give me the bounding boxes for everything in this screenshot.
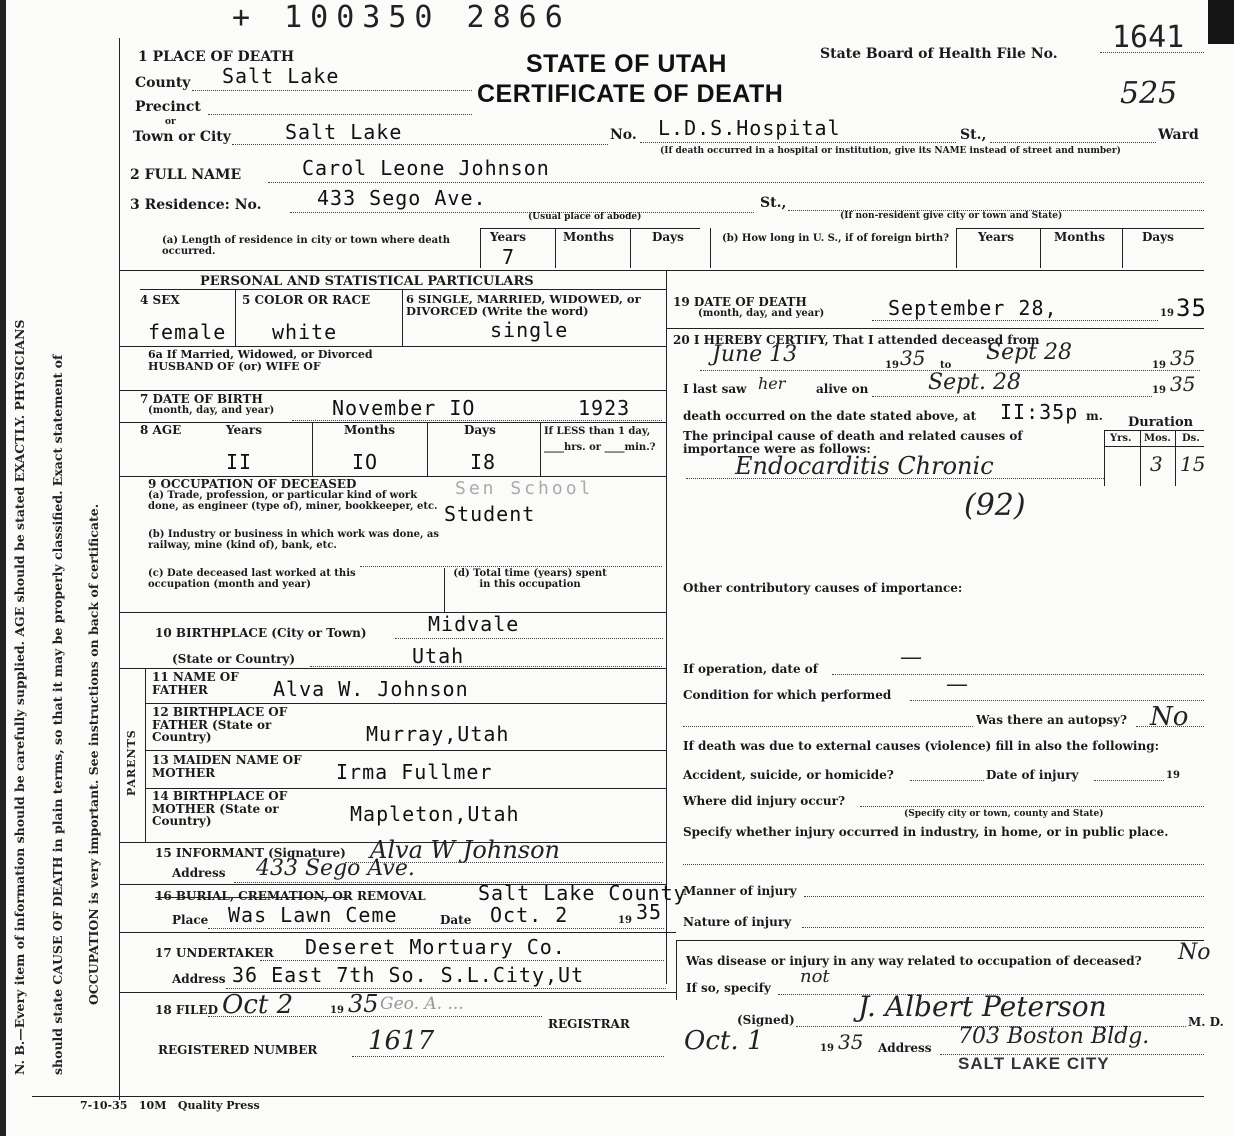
informant-address-label: Address (172, 866, 226, 880)
town-line (232, 144, 608, 145)
age-years-right (312, 422, 313, 476)
frame-left (119, 38, 120, 1100)
where-injury-label: Where did injury occur? (683, 794, 846, 808)
age-months-value: IO (352, 450, 379, 474)
burial-date-value: Oct. 2 (490, 903, 569, 927)
county-label: County (135, 75, 191, 91)
mother-label: 13 MAIDEN NAME OF MOTHER (152, 753, 302, 780)
us-days-left (1122, 228, 1123, 268)
file-number: 1641 (1112, 20, 1185, 55)
length-months-left (555, 228, 556, 268)
occupation-row-bottom (119, 612, 666, 613)
specify-injury-line (683, 864, 1204, 865)
registered-number: 1617 (368, 1026, 435, 1056)
birthplace-row-bottom (119, 668, 666, 669)
residence-label: 3 Residence: No. (130, 197, 262, 213)
accident-label: Accident, suicide, or homicide? (683, 768, 894, 782)
where-injury-note: (Specify city or town, county and State) (904, 809, 1104, 819)
where-injury-line (860, 806, 1204, 807)
birthplace-line (395, 638, 663, 639)
father-value: Alva W. Johnson (273, 677, 469, 701)
mother-value: Irma Fullmer (336, 760, 493, 784)
informant-address: 433 Sego Ave. (256, 856, 415, 881)
nature-row-bottom (676, 940, 1204, 941)
us-months-left (1040, 228, 1041, 268)
signed-label: (Signed) (737, 1013, 795, 1027)
father-row-bottom (145, 703, 666, 704)
last-saw-date: Sept. 28 (928, 370, 1021, 395)
death-time-label: death occurred on the date stated above, at (683, 409, 977, 423)
cause-mos: 3 (1150, 452, 1163, 476)
filed-year-prefix: 19 (330, 1005, 344, 1016)
length-years-value: 7 (502, 245, 516, 269)
ward-label: Ward (1158, 127, 1199, 143)
dob-label: 7 DATE OF BIRTH (140, 392, 263, 406)
town-label: Town or City (133, 129, 231, 145)
operation-line (832, 674, 1204, 675)
physician-address: 703 Boston Bldg. (958, 1024, 1150, 1049)
precinct-line (208, 114, 472, 115)
filed-date: Oct 2 (222, 990, 294, 1020)
burial-place-label: Place (172, 913, 209, 927)
occ-related-value: No (1178, 940, 1211, 965)
duration-mos-left (1140, 430, 1141, 486)
sex-value: female (148, 320, 227, 344)
to-label: to (940, 360, 952, 371)
operation-value: — (900, 645, 922, 670)
occupation-c-label: (c) Date deceased last worked at this occupation (month and year) (148, 568, 356, 590)
birthplace-label: 10 BIRTHPLACE (City or Town) (155, 626, 367, 640)
occupation-label: 9 OCCUPATION OF DECEASED (148, 477, 357, 491)
age-months-right (427, 422, 428, 476)
hospital-note: (If death occurred in a hospital or institution, give its NAME instead of street and number) (660, 146, 1121, 156)
or-label: or (165, 117, 176, 127)
left-edge-shadow (0, 0, 6, 1136)
condition-label: Condition for which performed (683, 688, 892, 702)
burial-row-bottom (119, 932, 676, 933)
autopsy-value: No (1150, 702, 1189, 732)
cause-code: (92) (964, 488, 1026, 523)
nonresident-note: (If non-resident give city or town and State) (840, 211, 1063, 221)
signed-date: Oct. 1 (684, 1026, 764, 1056)
duration-label: Duration (1128, 415, 1194, 430)
file-line (1100, 52, 1204, 53)
other-causes-label: Other contributory causes of importance: (683, 581, 963, 595)
age-days-value: I8 (470, 450, 497, 474)
county-value: Salt Lake (222, 64, 340, 88)
age-months-label: Months (344, 423, 396, 437)
center-divider (666, 270, 667, 984)
occupation-c-divider (444, 568, 445, 612)
death-time-m: m. (1086, 409, 1103, 423)
nature-label: Nature of injury (683, 915, 792, 929)
mother-birthplace-label: 14 BIRTHPLACE OF MOTHER (State or Country) (152, 789, 288, 829)
extra-number: 525 (1120, 76, 1178, 111)
injury-date-line (1094, 780, 1164, 781)
town-value: Salt Lake (285, 120, 403, 144)
city-stamp: SALT LAKE CITY (958, 1054, 1110, 1073)
residence-line (290, 212, 754, 213)
length-days-label: Days (652, 230, 684, 244)
dob-line (292, 420, 662, 421)
sex-label: 4 SEX (140, 293, 180, 307)
registrar-signature: Geo. A. ... (380, 994, 464, 1014)
parents-side-label: PARENTS (125, 729, 138, 796)
burial-place-value: Was Lawn Ceme (228, 903, 398, 927)
side-instruction-line-1: N. B.—Every item of information should be carefully supplied. AGE should be stated EXACTLY. PHYSICIANS (12, 319, 27, 1075)
us-residence-label: (b) How long in U. S., if of foreign birth? (722, 233, 949, 244)
burial-strike (155, 897, 350, 898)
duration-ds-left (1175, 430, 1176, 486)
ward-line (990, 142, 1156, 143)
usual-abode-note: (Usual place of abode) (528, 212, 642, 222)
parents-divider (145, 668, 146, 842)
from-year-prefix: 19 (885, 360, 899, 371)
alive-on-label: alive on (816, 382, 869, 396)
attended-from: June 13 (712, 342, 798, 367)
last-saw-label: I last saw (683, 382, 747, 396)
frame-bottom (32, 1096, 1204, 1097)
sex-row-bottom (119, 346, 666, 347)
birthplace-value: Midvale (428, 612, 520, 636)
last-saw-year: 35 (1170, 372, 1196, 396)
duration-header-bottom (1104, 446, 1204, 447)
mother-birthplace-value: Mapleton,Utah (350, 802, 520, 826)
burial-county: Salt Lake County (478, 881, 687, 905)
death-time: II:35p (1000, 400, 1079, 424)
length-days-left (630, 228, 631, 268)
residence-st-label: St., (760, 195, 787, 211)
burial-year: 35 (636, 900, 663, 924)
full-name-label: 2 FULL NAME (130, 167, 242, 183)
county-line (192, 90, 472, 91)
dod-line (872, 320, 1158, 321)
birth-state-value: Utah (412, 644, 465, 668)
race-value: white (272, 320, 338, 344)
occupation-value: Student (444, 502, 536, 526)
sex-right (235, 290, 236, 346)
dod-year: 35 (1176, 294, 1207, 322)
age-years-value: II (226, 450, 253, 474)
duration-mos-label: Mos. (1144, 433, 1171, 444)
date-of-death-value: September 28, (888, 296, 1058, 320)
age-years-label: Years (226, 423, 263, 437)
less-than-day-label: If LESS than 1 day, ____hrs. or ____min.? (544, 426, 656, 453)
from-year: 35 (900, 346, 926, 370)
undertaker-address: 36 East 7th So. S.L.City,Ut (232, 963, 585, 987)
dob-value: November IO (332, 396, 476, 420)
occupation-d-label: (d) Total time (years) spent in this occupation (453, 568, 607, 590)
attended-to: Sept 28 (986, 340, 1073, 365)
father-birthplace-label: 12 BIRTHPLACE OF FATHER (State or Country) (152, 705, 288, 745)
filed-line (208, 1016, 542, 1017)
father-birthplace-value: Murray,Utah (366, 722, 510, 746)
operation-label: If operation, date of (683, 662, 818, 676)
undertaker-label: 17 UNDERTAKER (155, 946, 274, 960)
burial-place-line (208, 928, 664, 929)
burial-date-label: Date (440, 913, 472, 927)
place-of-death-label: 1 PLACE OF DEATH (138, 49, 295, 65)
undertaker-line (260, 960, 664, 961)
external-causes-label: If death was due to external causes (violence) fill in also the following: (683, 739, 1160, 753)
cause-line (686, 478, 1104, 479)
undertaker-row-bottom (119, 992, 676, 993)
us-years-left (956, 228, 957, 268)
occ-related-label: Was disease or injury in any way related to occupation of deceased? (686, 954, 1142, 968)
duration-yrs-label: Yrs. (1110, 433, 1132, 444)
length-box-top (480, 228, 700, 229)
full-name-value: Carol Leone Johnson (302, 156, 550, 180)
registrar-label: REGISTRAR (548, 1017, 630, 1031)
certificate-title: CERTIFICATE OF DEATH (477, 80, 784, 108)
dod-row-bottom (666, 328, 1204, 329)
us-years-label: Years (978, 230, 1015, 244)
undertaker-address-label: Address (172, 972, 226, 986)
condition-value: — (946, 672, 968, 697)
side-instruction-line-2: should state CAUSE OF DEATH in plain terms, so that it may be properly classified. Exact statement of (50, 354, 65, 1075)
cause-label: The principal cause of death and related causes of importance were as follows: (683, 429, 1023, 456)
dod-sub-label: (month, day, and year) (698, 308, 825, 319)
to-year: 35 (1170, 346, 1196, 370)
us-months-label: Months (1054, 230, 1106, 244)
full-name-line (268, 182, 1204, 183)
filed-year: 35 (348, 990, 379, 1018)
state-title: STATE OF UTAH (526, 50, 727, 78)
md-label: M. D. (1188, 1015, 1224, 1029)
marital-label: 6 SINGLE, MARRIED, WIDOWED, or DIVORCED (Write the word) (406, 292, 641, 319)
burial-year-prefix: 19 (618, 915, 632, 926)
dod-year-prefix: 19 (1160, 308, 1174, 319)
father-label: 11 NAME OF FATHER (152, 670, 239, 697)
print-info: 7-10-35 10M Quality Press (80, 1099, 260, 1112)
occupation-stamp: Sen School (455, 478, 594, 499)
registered-number-line (352, 1056, 664, 1057)
to-year-prefix: 19 (1152, 360, 1166, 371)
us-days-label: Days (1142, 230, 1174, 244)
street-no-label: No. (610, 127, 637, 143)
manner-line (804, 896, 1204, 897)
autopsy-label: Was there an autopsy? (976, 713, 1128, 727)
burial-label: 16 BURIAL, CREMATION, OR REMOVAL (155, 889, 426, 903)
autopsy-line (1136, 726, 1204, 727)
certify-label: 20 I HEREBY CERTIFY, That I attended deceased from (673, 333, 1040, 347)
cause-value: Endocarditis Chronic (735, 452, 994, 480)
duration-top (1104, 430, 1204, 431)
age-days-right (540, 422, 541, 476)
precinct-label: Precinct (135, 99, 201, 115)
center-divider-lower (676, 940, 677, 1000)
injury-year-prefix: 19 (1166, 770, 1180, 781)
specify-injury-label: Specify whether injury occurred in industry, in home, or in public place. (683, 825, 1169, 839)
father-bp-row-bottom (145, 750, 666, 751)
spouse-label: 6a If Married, Widowed, or Divorced HUSBAND OF (or) WIFE OF (148, 348, 373, 373)
filed-label: 18 FILED (155, 1003, 218, 1017)
hospital-value: L.D.S.Hospital (658, 116, 841, 140)
occupation-b-label: (b) Industry or business in which work was done, as railway, mine (kind of), bank, etc. (148, 529, 440, 551)
injury-date-label: Date of injury (986, 768, 1079, 782)
serial-number: + 100350 2866 (232, 0, 571, 35)
if-so-label: If so, specify (686, 981, 771, 995)
informant-signature: Alva W Johnson (370, 836, 561, 864)
length-years-label: Years (490, 230, 527, 244)
cause-ds: 15 (1180, 452, 1206, 476)
personal-section-label: PERSONAL AND STATISTICAL PARTICULARS (200, 274, 534, 289)
dob-sub-label: (month, day, and year) (148, 405, 275, 416)
autopsy-lead-line (683, 726, 973, 727)
physician-signature: J. Albert Peterson (858, 990, 1107, 1023)
length-days-right (710, 228, 711, 268)
street-label: St., (960, 127, 987, 143)
duration-yrs-left (1104, 430, 1105, 486)
registered-number-label: REGISTERED NUMBER (158, 1043, 318, 1057)
race-right (402, 290, 403, 346)
signed-year-prefix: 19 (820, 1043, 834, 1054)
scan-edge-mark (1208, 0, 1234, 44)
marital-value: single (490, 318, 569, 342)
side-instruction-line-3: OCCUPATION is very important. See instructions on back of certificate. (86, 503, 101, 1005)
us-box-top (956, 228, 1204, 229)
body-top (119, 270, 1204, 271)
manner-label: Manner of injury (683, 884, 797, 898)
length-years-left (480, 228, 481, 268)
physician-address-label: Address (878, 1041, 932, 1055)
last-saw-year-prefix: 19 (1152, 385, 1166, 396)
residence-value: 433 Sego Ave. (317, 186, 487, 210)
occupation-b-line (360, 566, 662, 567)
race-label: 5 COLOR OR RACE (242, 293, 371, 307)
age-label: 8 AGE (140, 423, 182, 437)
undertaker-name: Deseret Mortuary Co. (305, 935, 566, 959)
signed-year: 35 (838, 1030, 864, 1054)
informant-label: 15 INFORMANT (Signature) (155, 846, 346, 860)
occupation-a-label: (a) Trade, profession, or particular kind of work done, as engineer (type of), miner, bookkeeper, etc. (148, 490, 438, 512)
file-label: State Board of Health File No. (820, 46, 1058, 62)
birth-state-line (310, 666, 662, 667)
accident-line (910, 780, 984, 781)
duration-ds-label: Ds. (1182, 433, 1200, 444)
condition-line (910, 700, 1204, 701)
length-months-label: Months (563, 230, 615, 244)
hospital-line (640, 142, 956, 143)
length-residence-label: (a) Length of residence in city or town where death occurred. (162, 235, 451, 257)
spouse-row-bottom (119, 390, 666, 391)
last-saw-pronoun: her (758, 374, 786, 393)
age-days-label: Days (464, 423, 496, 437)
birth-state-label: (State or Country) (172, 652, 296, 666)
nature-line (802, 927, 1204, 928)
undertaker-address-line (226, 988, 666, 989)
section-header-rule (140, 289, 666, 290)
date-of-death-label: 19 DATE OF DEATH (673, 295, 807, 309)
dob-year-value: 1923 (578, 396, 631, 420)
last-saw-line (872, 396, 1152, 397)
if-so-value: not (800, 966, 830, 987)
